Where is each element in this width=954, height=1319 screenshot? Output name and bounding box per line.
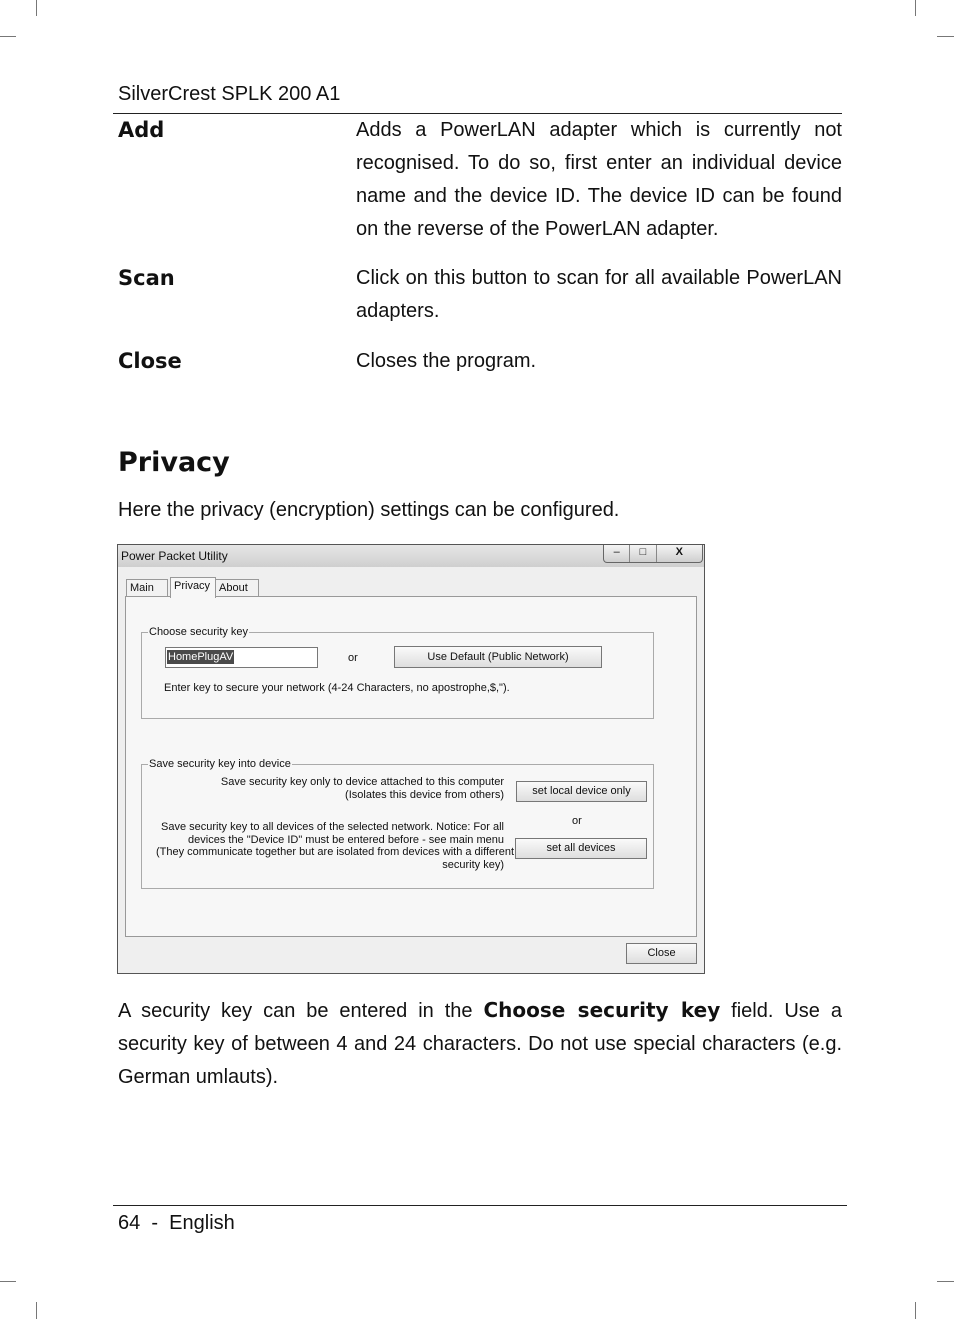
save-key-legend: Save security key into device xyxy=(149,758,291,770)
crop-mark xyxy=(937,1281,954,1282)
security-key-input[interactable] xyxy=(165,647,318,668)
tab-about[interactable]: About xyxy=(215,579,259,597)
key-hint: Enter key to secure your network (4-24 Characters, no apostrophe,$,"). xyxy=(164,682,510,694)
footer-rule xyxy=(113,1205,847,1206)
page-number: 64 xyxy=(118,1212,141,1234)
crop-mark xyxy=(36,1302,37,1319)
definition-add: Adds a PowerLAN adapter which is currently not recognised. To do so, first enter an individual device name and the device ID. The device ID can be found on the reverse of the PowerLAN adapter. xyxy=(356,119,842,240)
definition-scan: Click on this button to scan for all available PowerLAN adapters. xyxy=(356,267,842,322)
body-paragraph xyxy=(118,994,842,1094)
paragraph-text: A security key can be entered in the xyxy=(118,1000,484,1022)
window-titlebar xyxy=(118,545,704,567)
crop-mark xyxy=(937,36,954,37)
crop-mark xyxy=(0,1281,16,1282)
tab-main[interactable]: Main xyxy=(126,579,168,597)
crop-mark xyxy=(915,1302,916,1319)
footer-language: English xyxy=(169,1212,235,1234)
close-icon[interactable]: X xyxy=(675,546,683,558)
maximize-icon[interactable]: □ xyxy=(630,545,656,562)
or-label: or xyxy=(572,815,582,827)
paragraph-bold: Choose security key xyxy=(483,998,721,1022)
all-description: devices the "Device ID" must be entered before - see main menu xyxy=(188,834,504,846)
term-scan: Scan xyxy=(118,266,175,290)
running-header: SilverCrest SPLK 200 A1 xyxy=(118,83,341,105)
crop-mark xyxy=(0,36,16,37)
all-description: (They communicate together but are isolated from devices with a different xyxy=(156,846,515,858)
all-description: security key) xyxy=(442,859,504,871)
tab-privacy[interactable]: Privacy xyxy=(170,577,216,598)
or-label: or xyxy=(348,652,358,664)
crop-mark xyxy=(915,0,916,16)
footer xyxy=(118,1212,235,1235)
security-key-value: HomePlugAV xyxy=(168,651,234,663)
choose-key-group xyxy=(141,626,654,719)
privacy-panel xyxy=(125,596,697,937)
choose-key-legend: Choose security key xyxy=(149,626,249,638)
set-local-device-button[interactable]: set local device only xyxy=(516,781,647,802)
minimize-icon[interactable]: – xyxy=(604,545,630,562)
use-default-button[interactable]: Use Default (Public Network) xyxy=(394,646,602,668)
crop-mark xyxy=(36,0,37,16)
utility-window-screenshot xyxy=(117,544,705,974)
set-all-devices-button[interactable]: set all devices xyxy=(515,838,647,859)
local-description-note: (Isolates this device from others) xyxy=(345,789,504,801)
paragraph-text: field. Use a security key of between 4 and 24 characters. Do not use special characters (e.g. German umlauts). xyxy=(118,1000,842,1088)
close-button[interactable]: Close xyxy=(626,943,697,964)
local-description: Save security key only to device attached to this computer xyxy=(220,776,504,788)
term-close: Close xyxy=(118,349,182,373)
all-description: Save security key to all devices of the selected network. Notice: For all xyxy=(161,821,504,833)
footer-separator: - xyxy=(151,1212,159,1234)
term-add: Add xyxy=(118,118,165,142)
section-intro: Here the privacy (encryption) settings can be configured. xyxy=(118,499,620,521)
window-title: Power Packet Utility xyxy=(121,549,228,563)
section-title: Privacy xyxy=(118,447,230,478)
window-controls xyxy=(603,545,703,563)
definition-close: Closes the program. xyxy=(356,350,537,372)
